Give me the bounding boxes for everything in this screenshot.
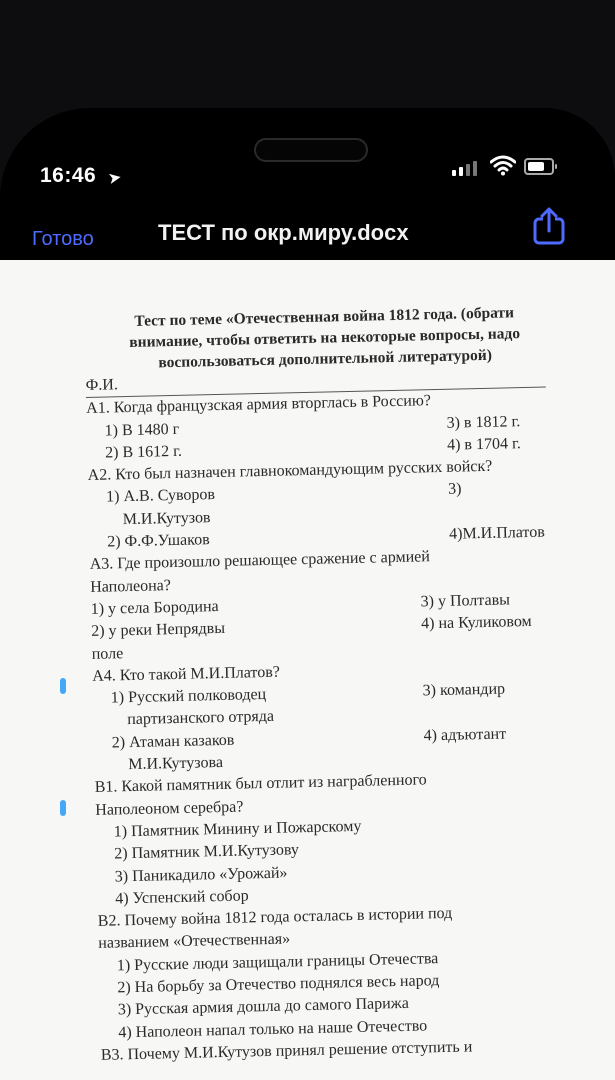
- done-button[interactable]: Готово: [32, 228, 94, 250]
- answer-option: 1) Русский полководец 3) командир: [110, 680, 506, 707]
- question-b2: В2. Почему война 1812 года осталась в истории под: [97, 904, 453, 930]
- answer-option: 2) На борьбу за Отечество поднялся весь народ: [117, 972, 440, 997]
- answer-option: 4) Успенский собор: [115, 887, 249, 908]
- document-view[interactable]: [0, 260, 615, 1080]
- answer-option: 1) В 1480 г 3) в 1812 г.: [104, 412, 521, 440]
- question-a2: А2. Кто был назначен главнокомандующим русских войск?: [87, 457, 493, 485]
- battery-icon: [524, 158, 554, 175]
- answer-option: 2) Памятник М.И.Кутузову: [114, 841, 300, 863]
- question-a3-cont: Наполеона?: [90, 576, 172, 596]
- question-b1: В1. Какой памятник был отлит из награбленного: [94, 771, 427, 797]
- question-a4: А4. Кто такой М.И.Платов?: [92, 663, 281, 685]
- answer-option: 2) у реки Непрядвы 4) на Куликовом: [91, 613, 532, 641]
- question-a3: А3. Где произошло решающее сражение с армией: [89, 548, 431, 574]
- question-b3: В3. Почему М.И.Кутузов принял решение отступить и: [100, 1038, 473, 1064]
- answer-option: 1) А.В. Суворов 3): [106, 480, 462, 507]
- answer-option: 1) Русские люди защищали границы Отечества: [116, 949, 439, 975]
- status-bar: [0, 108, 615, 208]
- share-icon[interactable]: [532, 206, 566, 246]
- question-b2-cont: названием «Отечественная»: [98, 930, 291, 953]
- document-content: [84, 301, 571, 1067]
- status-time: 16:46: [40, 164, 97, 187]
- wifi-icon: [490, 154, 516, 176]
- question-b1-cont: Наполеоном серебра?: [95, 798, 244, 819]
- answer-option: 2) Атаман казаков 4) адъютант: [111, 725, 507, 752]
- phone-screen: [0, 108, 615, 1080]
- location-arrow-icon: ➤: [106, 168, 123, 189]
- answer-option: 1) у села Бородина 3) у Полтавы: [90, 591, 511, 618]
- answer-option: М.И.Кутузов: [122, 508, 211, 528]
- answer-option: 2) В 1612 г. 4) в 1704 г.: [105, 435, 521, 462]
- highlight-marker: [60, 678, 66, 694]
- answer-option: поле: [91, 644, 124, 663]
- answer-option: 3) Русская армия дошла до самого Парижа: [117, 995, 410, 1019]
- answer-option: 1) Памятник Минину и Пожарскому: [113, 817, 362, 841]
- document-title: ТЕСТ по окр.миру.docx: [158, 220, 409, 245]
- answer-option: 4) Наполеон напал только на наше Отечество: [118, 1017, 428, 1042]
- name-field: Ф.И.: [85, 365, 545, 399]
- answer-option: партизанского отряда: [127, 708, 275, 729]
- answer-option: М.И.Кутузова: [128, 754, 224, 774]
- answer-option: 3) Паникадило «Урожай»: [114, 864, 288, 885]
- highlight-marker: [60, 800, 66, 816]
- cellular-signal-icon: [452, 158, 477, 176]
- question-a1: А1. Когда французская армия вторглась в Россию?: [86, 392, 432, 418]
- test-heading: Тест по теме «Отечественная война 1812 года. (обрати внимание, чтобы ответить на некоторые вопросы, надо воспользоваться дополнительной литературой): [129, 304, 521, 372]
- answer-option: 2) Ф.Ф.Ушаков 4)М.И.Платов: [107, 523, 545, 551]
